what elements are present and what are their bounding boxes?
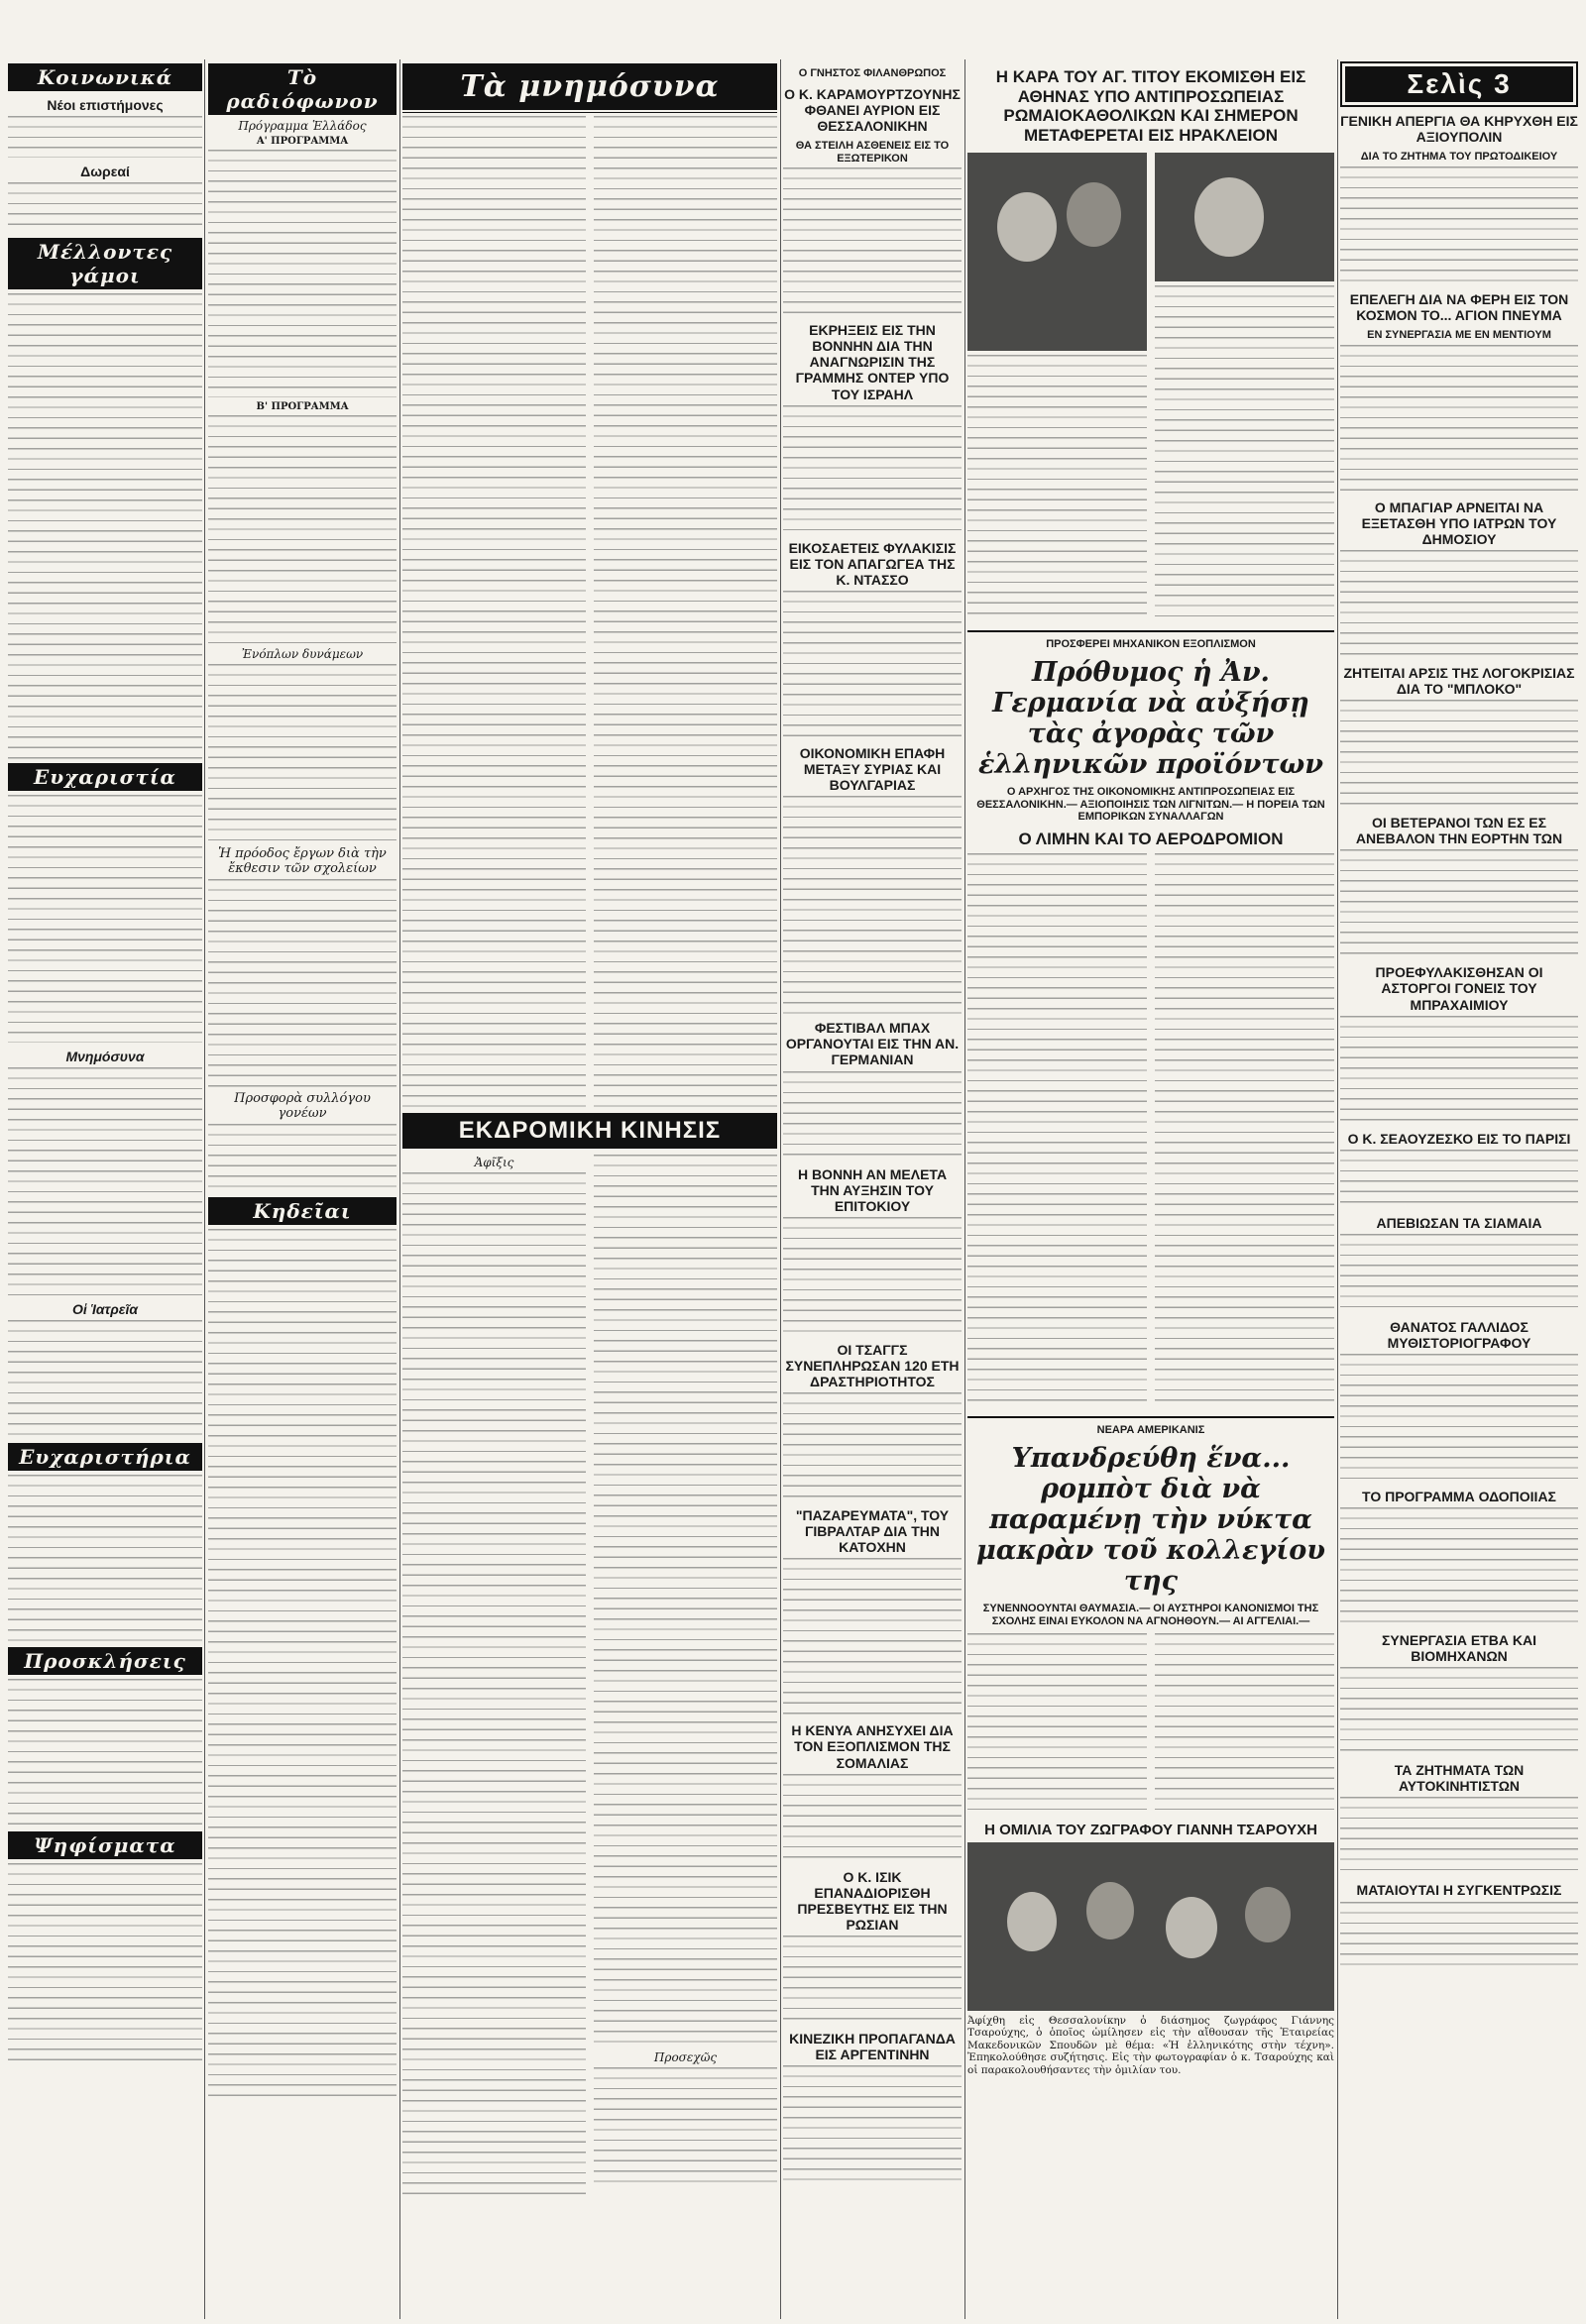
headline: ΣΥΝΕΡΓΑΣΙΑ ΕΤΒΑ ΚΑΙ ΒΙΟΜΗΧΑΝΩΝ: [1382, 1632, 1536, 1665]
headline: ΕΙΚΟΣΑΕΤΕΙΣ ΦΥΛΑΚΙΣΙΣ ΕΙΣ ΤΟΝ ΑΠΑΓΩΓΕΑ ΤΗΣ Κ. ΝΤΑΣΣΟ: [788, 539, 957, 588]
headline: ΕΠΕΛΕΓΗ ΔΙΑ ΝΑ ΦΕΡΗ ΕΙΣ ΤΟΝ ΚΟΣΜΟΝ ΤΟ... ΑΓΙΟΝ ΠΝΕΥΜΑ: [1349, 290, 1569, 323]
subheadline: ΕΝ ΣΥΝΕΡΓΑΣΙΑ ΜΕ ΕΝ ΜΕΝΤΙΟΥΜ: [1367, 329, 1551, 342]
body-text: [594, 1155, 777, 2047]
headline: ΜΑΤΑΙΟΥΤΑΙ Η ΣΥΓΚΕΝΤΡΩΣΙΣ: [1356, 1882, 1562, 1899]
headline: ΟΙΚΟΝΟΜΙΚΗ ΕΠΑΦΗ ΜΕΤΑΞΥ ΣΥΡΙΑΣ ΚΑΙ ΒΟΥΛΓΑΡΙΑΣ: [799, 744, 946, 794]
section-banner-thanks: Ευχαριστία: [8, 763, 202, 791]
body-text: [783, 591, 962, 739]
photo-caption: Ἀφίχθη εἰς Θεσσαλονίκην ὁ διάσημος ζωγράφος Γιάννης Τσαρούχης, ὁ ὁποῖος ὡμίλησεν εἰς τὴν αἴθουσαν τῆς Ἑταιρείας Μακεδονικῶν Σπουδῶν μὲ θέμα: «Ἡ ἑλληνικότης στὴν τέχνη». Ἐπηκολούθησε συζήτησις. Εἰς τὴν φωτογραφίαν ὁ κ. Τσαρούχης καὶ οἱ παρακολουθήσαντες τὴν ὁμιλίαν του.: [967, 2014, 1334, 2076]
section-banner-radio: Τὸ ραδιόφωνον: [208, 63, 396, 115]
column-rule: [399, 59, 400, 2319]
headline-port: Ο ΛΙΜΗΝ ΚΑΙ ΤΟ ΑΕΡΟΔΡΟΜΙΟΝ: [1018, 829, 1284, 848]
headline: ΠΡΟΕΦΥΛΑΚΙΣΘΗΣΑΝ ΟΙ ΑΣΤΟΡΓΟΙ ΓΟΝΕΙΣ ΤΟΥ ΜΠΡΑΧΑΙΜΙΟΥ: [1375, 964, 1543, 1013]
subheadline: ΘΑ ΣΤΕΙΛΗ ΑΣΘΕΝΕΙΣ ΕΙΣ ΤΟ ΕΞΩΤΕΡΙΚΟΝ: [795, 139, 950, 165]
body-text: [8, 1067, 202, 1295]
subheadline: ΣΥΝΕΝΝΟΟΥΝΤΑΙ ΘΑΥΜΑΣΙΑ.— ΟΙ ΑΥΣΤΗΡΟΙ ΚΑΝΟΝΙΣΜΟΙ ΤΗΣ ΣΧΟΛΗΣ ΕΙΝΑΙ ΕΥΚΟΛΟΝ ΝΑ ΑΓΝΟΗΘΟΥΝ.— ΑΙ ΑΓΓΕΛΙΑΙ.—: [982, 1603, 1319, 1627]
headline: ΦΕΣΤΙΒΑΛ ΜΠΑΧ ΟΡΓΑΝΟΥΤΑΙ ΕΙΣ ΤΗΝ ΑΝ. ΓΕΡΜΑΝΙΑΝ: [785, 1020, 960, 1068]
headline: ΟΙ ΒΕΤΕΡΑΝΟΙ ΤΩΝ ΕΣ ΕΣ ΑΝΕΒΑΛΟΝ ΤΗΝ ΕΟΡΤΗΝ ΤΩΝ: [1355, 815, 1563, 847]
body-text: [1340, 700, 1578, 809]
body-text: [1340, 849, 1578, 958]
headline: ΕΚΡΗΞΕΙΣ ΕΙΣ ΤΗΝ ΒΟΝΝΗΝ ΔΙΑ ΤΗΝ ΑΝΑΓΝΩΡΙΣΙΝ ΤΗΣ ΓΡΑΜΜΗΣ ΟΝΤΕΡ ΥΠΟ ΤΟΥ ΙΣΡΑΗΛ: [795, 322, 950, 402]
body-text: [402, 1172, 586, 2203]
page-number-box: [1340, 61, 1578, 107]
heading-clinics: Οἱ Ἱατρεῖα: [71, 1301, 139, 1318]
page-number: Σελὶς 3: [1345, 66, 1573, 102]
headline: Ο Κ. ΚΑΡΑΜΟΥΡΤΖΟΥΝΗΣ ΦΘΑΝΕΙ ΑΥΡΙΟΝ ΕΙΣ ΘΕΣΣΑΛΟΝΙΚΗΝ: [784, 85, 961, 134]
column-right: [1340, 61, 1578, 2303]
body-text: [1155, 853, 1334, 1408]
body-text: [208, 415, 396, 643]
body-text: [783, 1774, 962, 1863]
body-text: [783, 1071, 962, 1161]
body-text: [783, 405, 962, 534]
body-text: [208, 664, 396, 842]
column-news-short: [783, 61, 962, 2303]
column-memorials: [402, 61, 777, 2303]
headline: ΤΑ ΖΗΤΗΜΑΤΑ ΤΩΝ ΑΥΤΟΚΙΝΗΤΙΣΤΩΝ: [1394, 1762, 1525, 1795]
kicker: ΝΕΑΡΑ ΑΜΕΡΙΚΑΝΙΣ: [1096, 1424, 1205, 1437]
heading-memorials-col1: Μνημόσυνα: [65, 1049, 145, 1065]
lead-headline: Η ΚΑΡΑ ΤΟΥ ΑΓ. ΤΙΤΟΥ ΕΚΟΜΙΣΘΗ ΕΙΣ ΑΘΗΝΑΣ ΥΠΟ ΑΝΤΙΠΡΟΣΩΠΕΙΑΣ ΡΩΜΑΙΟΚΑΘΟΛΙΚΩΝ ΚΑΙ ΣΗΜΕΡΟΝ ΜΕΤΑΦΕΡΕΤΑΙ ΕΙΣ ΗΡΑΚΛΕΙΟΝ: [995, 67, 1306, 145]
section-banner-thanks-2: Ευχαριστήρια: [8, 1443, 202, 1471]
headline: ΖΗΤΕΙΤΑΙ ΑΡΣΙΣ ΤΗΣ ΛΟΓΟΚΡΙΣΙΑΣ ΔΙΑ ΤΟ "ΜΠΛΟΚΟ": [1343, 664, 1575, 698]
body-text: [783, 796, 962, 1014]
headline: ΚΙΝΕΖΙΚΗ ΠΡΟΠΑΓΑΝΔΑ ΕΙΣ ΑΡΓΕΝΤΙΝΗΝ: [789, 2031, 956, 2063]
body-text: [1340, 1902, 1578, 1971]
headline: ΑΠΕΒΙΩΣΑΝ ΤΑ ΣΙΑΜΑΙΑ: [1376, 1214, 1542, 1231]
body-text: [783, 2065, 962, 2184]
headline: Η ΚΕΝΥΑ ΑΝΗΣΥΧΕΙ ΔΙΑ ΤΟΝ ΕΞΟΠΛΙΣΜΟΝ ΤΗΣ ΣΟΜΑΛΙΑΣ: [791, 1722, 954, 1771]
body-text: [1340, 166, 1578, 285]
subheadline: Ο ΑΡΧΗΓΟΣ ΤΗΣ ΟΙΚΟΝΟΜΙΚΗΣ ΑΝΤΙΠΡΟΣΩΠΕΙΑΣ ΕΙΣ ΘΕΣΣΑΛΟΝΙΚΗΝ.— ΑΞΙΟΠΟΙΗΣΙΣ ΤΩΝ ΛΙΓΝΙΤΩΝ.— Η ΠΟΡΕΙΑ ΤΩΝ ΕΜΠΟΡΙΚΩΝ ΣΥΝΑΛΛΑΓΩΝ: [976, 786, 1325, 824]
body-text: [594, 116, 777, 1107]
body-text: [208, 1124, 396, 1193]
heading-program-b: Β' ΠΡΟΓΡΑΜΜΑ: [256, 401, 349, 412]
body-text: [967, 853, 1147, 1408]
section-banner-resolutions: Ψηφίσματα: [8, 1831, 202, 1859]
news-photo: [967, 153, 1147, 351]
headline: Η ΒΟΝΝΗ ΑΝ ΜΕΛΕΤΑ ΤΗΝ ΑΥΞΗΣΙΝ ΤΟΥ ΕΠΙΤΟΚΙΟΥ: [797, 1165, 948, 1214]
heading-school-works: Ἡ πρόοδος ἔργων διὰ τὴν ἔκθεσιν τῶν σχολείων: [218, 846, 387, 876]
headline-tsarouchis: Η ΟΜΙΛΙΑ ΤΟΥ ΖΩΓΡΑΦΟΥ ΓΙΑΝΝΗ ΤΣΑΡΟΥΧΗ: [984, 1821, 1317, 1838]
body-text: [8, 1863, 202, 2061]
body-text: [967, 355, 1147, 622]
section-banner-funerals: Κηδεῖαι: [208, 1197, 396, 1225]
section-banner-weddings: Μέλλοντες γάμοι: [8, 238, 202, 289]
column-radio: [208, 61, 396, 2303]
body-text: [8, 1320, 202, 1439]
body-text: [594, 2067, 777, 2186]
body-text: [783, 167, 962, 316]
subheadline: ΔΙΑ ΤΟ ΖΗΤΗΜΑ ΤΟΥ ΠΡΩΤΟΔΙΚΕΙΟΥ: [1360, 151, 1558, 164]
body-text: [967, 1633, 1147, 1812]
column-main-news: [967, 61, 1334, 2303]
body-text: [1340, 1667, 1578, 1756]
headline: Ο ΓΝΗΣΤΟΣ ΦΙΛΑΝΘΡΩΠΟΣ: [798, 67, 947, 79]
section-banner-invitations: Προσκλήσεις: [8, 1647, 202, 1675]
body-text: [1340, 1797, 1578, 1876]
body-text: [783, 1392, 962, 1501]
body-text: [208, 150, 396, 397]
body-text: [783, 1936, 962, 2025]
body-text: [8, 116, 202, 158]
headline-germany: Πρόθυμος ἡ Ἀν. Γερμανία νὰ αὐξήσῃ τὰς ἀγορὰς τῶν ἑλληνικῶν προϊόντων: [978, 656, 1323, 780]
section-banner-excursions: ΕΚΔΡΟΜΙΚΗ ΚΙΝΗΣΙΣ: [402, 1113, 777, 1149]
section-banner-memorials: Τὰ μνημόσυνα: [402, 63, 777, 110]
body-text: [1340, 550, 1578, 659]
headline: Ο ΜΠΑΓΙΑΡ ΑΡΝΕΙΤΑΙ ΝΑ ΕΞΕΤΑΣΘΗ ΥΠΟ ΙΑΤΡΩΝ ΤΟΥ ΔΗΜΟΣΙΟΥ: [1361, 498, 1557, 547]
news-photo-lecture: [967, 1842, 1334, 2011]
headline: ΓΕΝΙΚΗ ΑΠΕΡΓΙΑ ΘΑ ΚΗΡΥΧΘΗ ΕΙΣ ΑΞΙΟΥΠΟΛΙΝ: [1340, 113, 1578, 146]
body-text: [8, 182, 202, 234]
headline: Ο Κ. ΣΕΑΟΥΖΕΣΚΟ ΕΙΣ ΤΟ ΠΑΡΙΣΙ: [1347, 1130, 1571, 1147]
body-text: [1340, 1234, 1578, 1313]
body-text: [208, 879, 396, 1087]
column-social: [8, 61, 202, 2303]
heading-new-scientists: Νέοι επιστήμονες: [47, 97, 164, 113]
body-text: [1340, 345, 1578, 494]
body-text: [8, 795, 202, 1043]
body-text: [8, 1475, 202, 1643]
heading-program-greece: Πρόγραμμα Ἑλλάδος: [238, 119, 367, 133]
body-text: [208, 1229, 396, 2101]
headline: "ΠΑΖΑΡΕΥΜΑΤΑ", ΤΟΥ ΓΙΒΡΑΛΤΑΡ ΔΙΑ ΤΗΝ ΚΑΤΟΧΗΝ: [795, 1507, 950, 1556]
heading-arrivals: Ἀφῖξις: [474, 1156, 514, 1169]
headline: ΟΙ ΤΣΑΓΓΣ ΣΥΝΕΠΛΗΡΩΣΑΝ 120 ΕΤΗ ΔΡΑΣΤΗΡΙΟΤΗΤΟΣ: [785, 1341, 960, 1389]
heading-program-a: Α' ΠΡΟΓΡΑΜΜΑ: [256, 136, 349, 147]
body-text: [1340, 1354, 1578, 1483]
heading-parents-offer: Προσφορὰ συλλόγου γονέων: [234, 1091, 371, 1121]
heading-upcoming: Προσεχῶς: [653, 2050, 718, 2064]
kicker: ΠΡΟΣΦΕΡΕΙ ΜΗΧΑΝΙΚΟΝ ΕΞΟΠΛΙΣΜΟΝ: [1046, 638, 1256, 651]
heading-donations: Δωρεαί: [80, 164, 130, 180]
body-text: [783, 1217, 962, 1336]
body-text: [8, 293, 202, 759]
body-text: [402, 116, 586, 1107]
column-rule: [1337, 59, 1338, 2319]
column-rule: [780, 59, 781, 2319]
section-banner-social: Κοινωνικά: [8, 63, 202, 91]
body-text: [1340, 1507, 1578, 1626]
body-text: [1340, 1150, 1578, 1209]
body-text: [783, 1558, 962, 1716]
headline: ΤΟ ΠΡΟΓΡΑΜΜΑ ΟΔΟΠΟΙΙΑΣ: [1362, 1488, 1556, 1504]
news-photo: [1155, 153, 1334, 281]
headline: Ο Κ. ΙΣΙΚ ΕΠΑΝΑΔΙΟΡΙΣΘΗ ΠΡΕΣΒΕΥΤΗΣ ΕΙΣ ΤΗΝ ΡΩΣΙΑΝ: [797, 1868, 948, 1933]
column-rule: [204, 59, 205, 2319]
headline: ΘΑΝΑΤΟΣ ΓΑΛΛΙΔΟΣ ΜΥΘΙΣΤΟΡΙΟΓΡΑΦΟΥ: [1387, 1318, 1531, 1351]
heading-armed-forces: Ἐνόπλων δυνάμεων: [241, 647, 364, 661]
body-text: [1340, 1016, 1578, 1125]
body-text: [1155, 1633, 1334, 1812]
body-text: [1155, 285, 1334, 622]
headline-robot: Υπανδρεύθη ἕνα... ρομπὸτ διὰ νὰ παραμένῃ τὴν νύκτα μακρὰν τοῦ κολλεγίου της: [975, 1443, 1326, 1598]
column-rule: [964, 59, 965, 2319]
body-text: [8, 1679, 202, 1827]
